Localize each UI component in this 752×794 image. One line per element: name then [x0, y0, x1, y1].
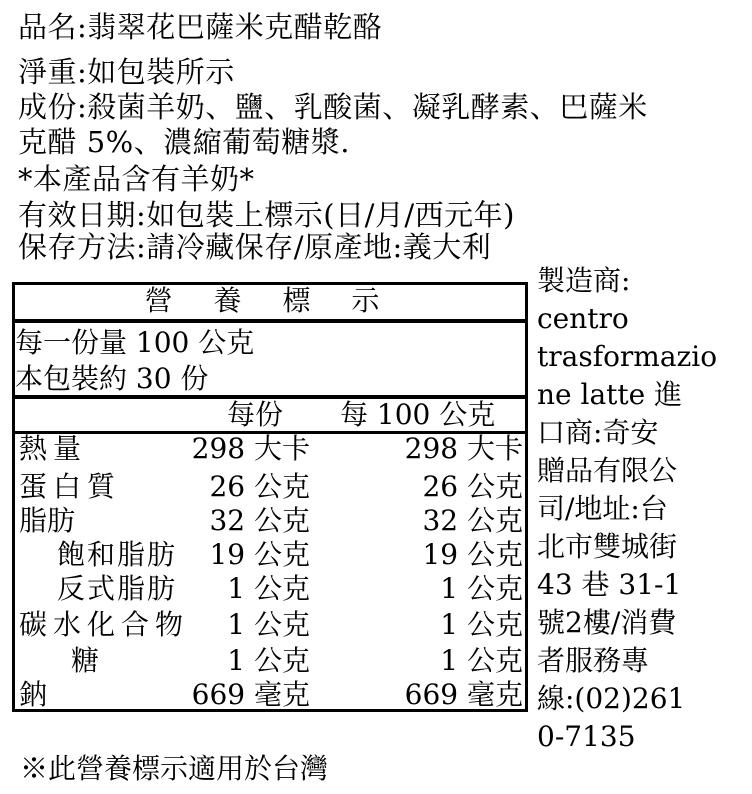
footnote: ※此營養標示適用於台灣 [20, 752, 329, 785]
manufacturer-info [537, 262, 749, 756]
row-name-sodium: 鈉 [19, 678, 48, 711]
row-name-saturated-fat: 飽和脂肪 [57, 538, 178, 571]
manufacturer-line: ne latte 進 [537, 378, 683, 411]
col-header-per-serving: 每份 [227, 398, 284, 431]
row-name-carbohydrate: 碳水化合物 [19, 608, 190, 641]
row-carbohydrate-per-serving: 1 公克 [227, 608, 310, 641]
manufacturer-line: centro [537, 302, 629, 335]
row-protein-per-serving: 26 公克 [209, 470, 310, 503]
servings-per-package: 本包裝約 30 份 [15, 362, 209, 395]
row-trans-fat-per-serving: 1 公克 [227, 572, 310, 605]
row-name-trans-fat: 反式脂肪 [57, 572, 178, 605]
row-name-sugar: 糖 [71, 644, 100, 677]
manufacturer-line: 製造商: [537, 264, 631, 297]
manufacturer-line: 線:(02)261 [537, 682, 686, 715]
manufacturer-line: trasformazio [537, 340, 718, 373]
row-sodium-per-100g: 669 毫克 [404, 678, 523, 711]
row-sugar-per-100g: 1 公克 [440, 644, 523, 677]
row-saturated-fat-per-100g: 19 公克 [422, 538, 523, 571]
storage-origin-line: 保存方法:請冷藏保存/原產地:義大利 [18, 230, 492, 264]
row-fat-per-serving: 32 公克 [209, 504, 310, 537]
manufacturer-line: 司/地址:台 [537, 492, 668, 525]
net-weight-line: 淨重:如包裝所示 [18, 55, 235, 89]
row-sodium-per-serving: 669 毫克 [191, 678, 310, 711]
row-protein-per-100g: 26 公克 [422, 470, 523, 503]
col-header-per-100g: 每 100 公克 [340, 398, 496, 431]
row-carbohydrate-per-100g: 1 公克 [440, 608, 523, 641]
nutrition-facts-table [12, 282, 528, 712]
ingredients-line-2: 克醋 5%、濃縮葡萄糖漿. [18, 125, 350, 159]
manufacturer-line: 贈品有限公 [537, 454, 678, 487]
serving-size: 每一份量 100 公克 [15, 326, 255, 359]
row-saturated-fat-per-serving: 19 公克 [209, 538, 310, 571]
divider [15, 319, 525, 323]
row-calories-per-serving: 298 大卡 [191, 432, 310, 465]
ingredients-line-1: 成份:殺菌羊奶、鹽、乳酸菌、凝乳酵素、巴薩米 [18, 90, 648, 124]
row-trans-fat-per-100g: 1 公克 [440, 572, 523, 605]
row-name-fat: 脂肪 [19, 504, 76, 537]
row-name-calories: 熱量 [19, 432, 88, 465]
manufacturer-line: 0-7135 [537, 720, 636, 753]
row-name-protein: 蛋白質 [19, 470, 122, 503]
manufacturer-line: 號2樓/消費 [537, 606, 677, 639]
nutrition-title: 營 養 標 示 [144, 284, 396, 317]
allergen-line: *本產品含有羊奶* [18, 162, 255, 196]
row-sugar-per-serving: 1 公克 [227, 644, 310, 677]
manufacturer-line: 口商:奇安 [537, 416, 659, 449]
expiry-line: 有效日期:如包裝上標示(日/月/西元年) [18, 198, 515, 232]
row-fat-per-100g: 32 公克 [422, 504, 523, 537]
manufacturer-line: 北市雙城街 [537, 530, 678, 563]
product-name-line: 品名:翡翠花巴薩米克醋乾酪 [18, 10, 383, 44]
manufacturer-line: 者服務專 [537, 644, 650, 677]
row-calories-per-100g: 298 大卡 [404, 432, 523, 465]
manufacturer-line: 43 巷 31-1 [537, 568, 682, 601]
